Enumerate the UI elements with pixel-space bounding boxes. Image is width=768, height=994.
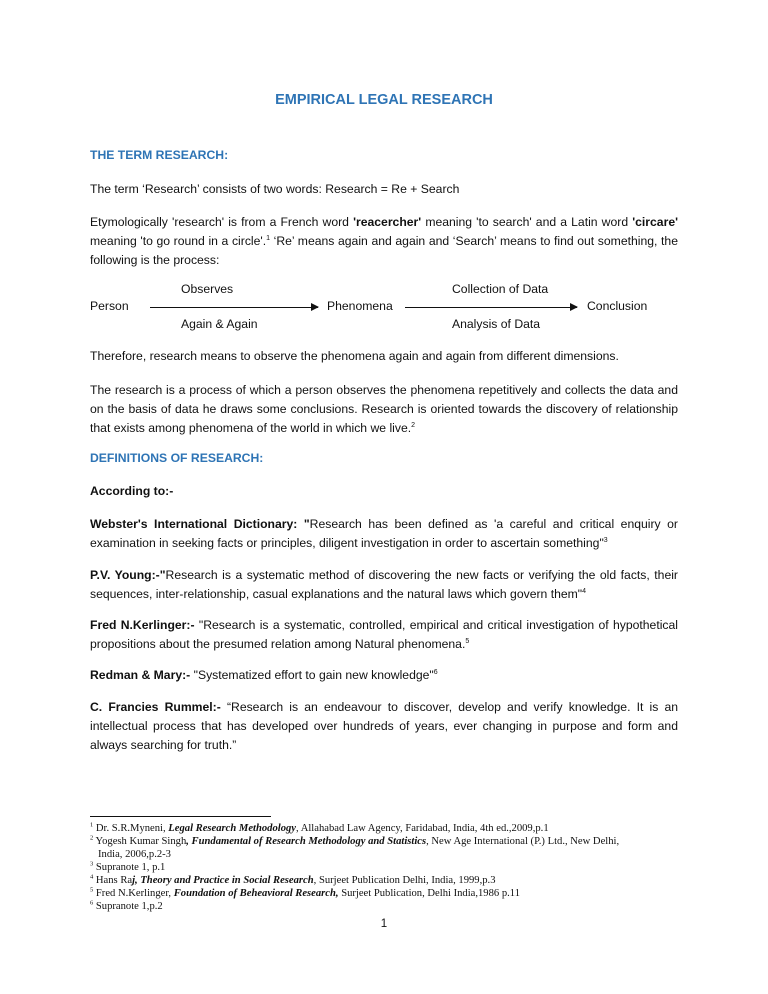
page-title: EMPIRICAL LEGAL RESEARCH xyxy=(275,92,493,108)
page-number: 1 xyxy=(380,918,388,930)
flow-collection: Collection of Data xyxy=(452,282,549,296)
etym-word-reacercher: 'reacercher' xyxy=(353,215,422,229)
definition-kerlinger xyxy=(90,616,678,654)
flow-again: Again & Again xyxy=(181,317,258,331)
paragraph-etymology xyxy=(90,213,678,270)
etym-word-circare: 'circare' xyxy=(632,215,678,229)
heading-definitions: DEFINITIONS OF RESEARCH: xyxy=(90,451,264,465)
footnote-book-title: Legal Research Methodology xyxy=(168,823,296,834)
footnote-text: , Surjeet Publication Delhi, India, 1999,p.3 xyxy=(313,875,496,886)
etym-text-f: ‘Re’ means again and again and ‘Search’ means to find out something, the following is the process: xyxy=(90,234,678,267)
flow-analysis: Analysis of Data xyxy=(452,317,541,331)
footnotes xyxy=(90,822,682,913)
footnote-number: 1 xyxy=(90,821,94,829)
rummel-text: “Research is an endeavour to discover, develop and verify knowledge. It is an intellectual process that has developed over hundreds of years, ever changing in purpose and form and always searching for truth.” xyxy=(90,700,679,752)
footnote-text: Supranote 1,p.2 xyxy=(93,901,163,912)
kerlinger-label: Fred N.Kerlinger:- xyxy=(90,618,195,632)
footnote-text: , Allahabad Law Agency, Faridabad, India, 4th ed.,2009,p.1 xyxy=(296,823,549,834)
footnote-ref-6: 6 xyxy=(433,668,438,676)
redman-label: Redman & Mary:- xyxy=(90,668,191,682)
footnote-number: 2 xyxy=(90,834,94,842)
footnote-3 xyxy=(90,861,682,874)
footnote-number: 4 xyxy=(90,873,94,881)
footnote-6 xyxy=(90,900,682,913)
footnote-4 xyxy=(90,874,682,887)
etym-text-a: Etymologically 'research' is from a French word xyxy=(90,215,354,229)
footnote-book-title: , Fundamental of Research Methodology and Statistics xyxy=(186,836,427,847)
footnote-ref-5: 5 xyxy=(465,637,470,645)
process-text: The research is a process of which a person observes the phenomena repetitively and collects the data and on the basis of data he draws some conclusions. Research is oriented towards the discovery of relationship that exists among phenomena of the world in which we live. xyxy=(90,383,678,435)
flow-conclusion: Conclusion xyxy=(587,299,648,313)
webster-label: Webster's International Dictionary: " xyxy=(90,517,310,531)
footnote-2 xyxy=(90,835,682,861)
footnote-text: Hans Ra xyxy=(93,875,133,886)
footnote-ref-2: 2 xyxy=(411,421,416,429)
paragraph-term: The term ‘Research’ consists of two words: Research = Re + Search xyxy=(90,182,460,196)
definition-redman xyxy=(90,666,678,685)
footnote-text: Supranote 1, p.1 xyxy=(93,862,166,873)
footnote-1 xyxy=(90,822,682,835)
redman-text: "Systematized effort to gain new knowledge" xyxy=(190,668,434,682)
young-text: Research is a systematic method of discovering the new facts or verifying the old facts, their sequences, inter-relationship, casual explanations and the natural laws which govern them" xyxy=(90,568,678,601)
footnote-book-title: j, Theory and Practice in Social Research xyxy=(132,875,314,886)
footnote-ref-1: 1 xyxy=(266,234,271,242)
footnote-text: Fred N.Kerlinger, xyxy=(93,888,174,899)
footnote-ref-4: 4 xyxy=(582,587,587,595)
heading-term-research: THE TERM RESEARCH: xyxy=(90,148,229,162)
webster-text: Research has been defined as 'a careful and critical enquiry or examination in seeking facts or principles, diligent investigation in order to ascertain something" xyxy=(90,517,678,550)
footnote-number: 5 xyxy=(90,886,94,894)
flow-phenomena: Phenomena xyxy=(327,299,393,313)
flow-person: Person xyxy=(90,299,129,313)
kerlinger-text: "Research is a systematic, controlled, empirical and critical investigation of hypothetical propositions about the presumed relation among Natural phenomena. xyxy=(90,618,678,651)
etym-text-c: meaning 'to search' and a Latin word xyxy=(421,215,633,229)
definition-rummel xyxy=(90,698,678,755)
footnote-text: Dr. S.R.Myneni, xyxy=(93,823,169,834)
paragraph-therefore: Therefore, research means to observe the phenomena again and again from different dimensions. xyxy=(90,349,619,363)
flow-arrow-1 xyxy=(150,307,318,308)
definition-young xyxy=(90,566,678,604)
flow-observes: Observes xyxy=(181,282,234,296)
flow-arrow-2 xyxy=(405,307,577,308)
footnote-text: India, 2006,p.2-3 xyxy=(98,849,171,860)
definition-webster xyxy=(90,515,678,553)
footnote-text: , New Age International (P.) Ltd., New Delhi, xyxy=(426,836,620,847)
etym-text-e: meaning 'to go round in a circle'. xyxy=(90,234,267,248)
footnote-number: 6 xyxy=(90,899,94,907)
footnote-number: 3 xyxy=(90,860,94,868)
footnote-text: Yogesh Kumar Singh xyxy=(93,836,187,847)
paragraph-process xyxy=(90,381,678,438)
young-label: P.V. Young:-" xyxy=(90,568,166,582)
footnote-divider xyxy=(90,816,271,817)
according-to: According to:- xyxy=(90,484,174,498)
footnote-ref-3: 3 xyxy=(603,536,608,544)
rummel-label: C. Francies Rummel:- xyxy=(90,700,221,714)
footnote-text: Surjeet Publication, Delhi India,1986 p.11 xyxy=(338,888,520,899)
footnote-5 xyxy=(90,887,682,900)
footnote-book-title: Foundation of Beheavioral Research, xyxy=(173,888,339,899)
